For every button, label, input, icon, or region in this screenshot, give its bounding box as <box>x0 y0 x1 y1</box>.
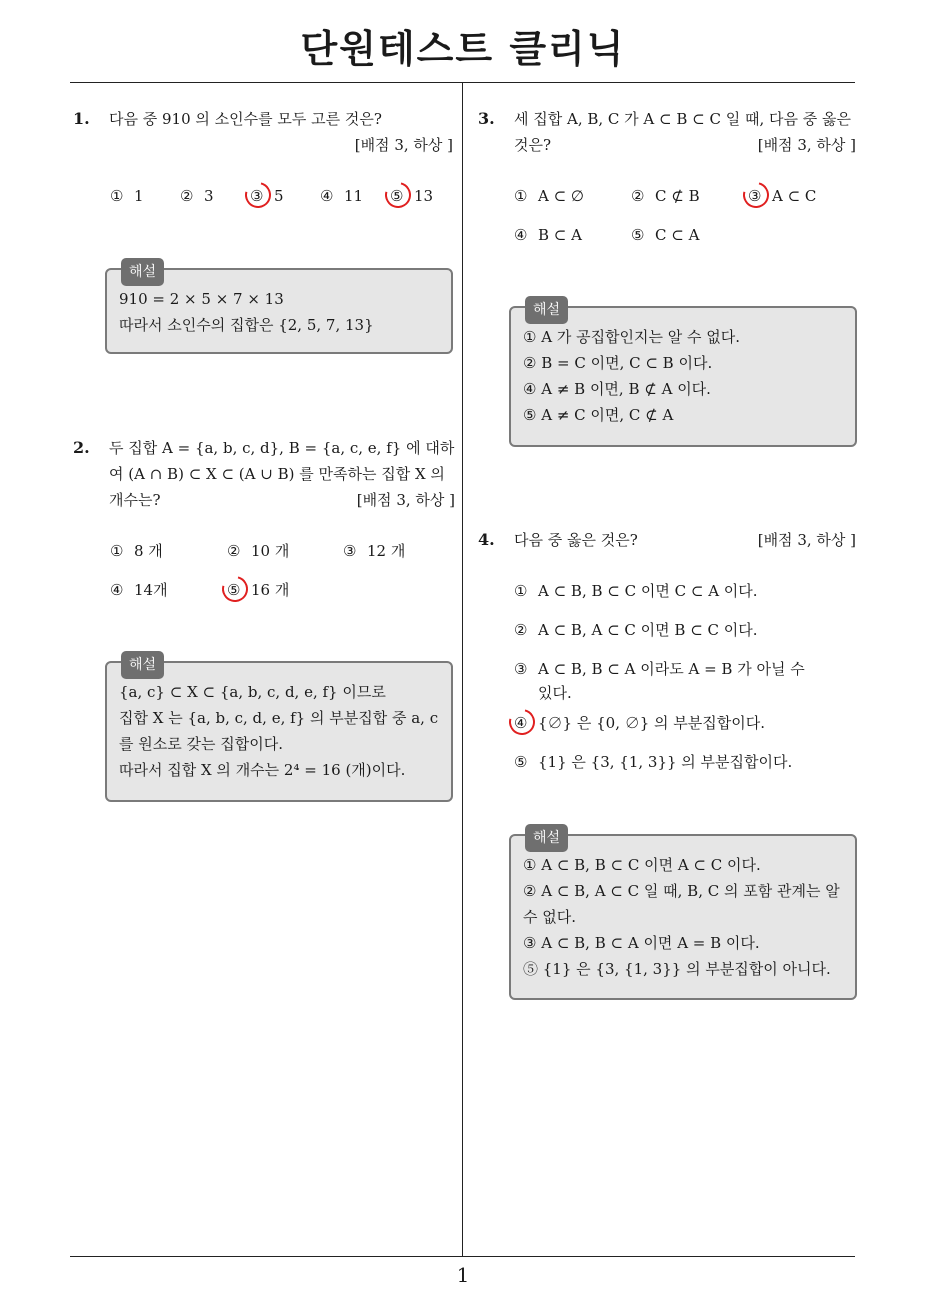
solution-box-2: 해설 {a, c} ⊂ X ⊂ {a, b, c, d, e, f} 이므로 집합 X 는 {a, b, c, d, e, f} 의 부분집합 중 a, c 를 원소로 갖는 집합이다. 따라서 집합 X 의 개수는 2⁴ = 16 (개)이다. <box>105 661 453 802</box>
solution-tag: 해설 <box>525 824 568 852</box>
question-number: 4. <box>478 530 495 549</box>
solution-tag: 해설 <box>525 296 568 324</box>
choice-2[interactable]: ② C ⊄ B <box>631 187 700 205</box>
column-divider <box>462 83 463 1257</box>
solution-box-1: 해설 910 = 2 × 5 × 7 × 13 따라서 소인수의 집합은 {2, 5, 7, 13} <box>105 268 453 354</box>
choice-1[interactable]: ① A ⊂ B, B ⊂ C 이면 C ⊂ A 이다. <box>514 582 758 600</box>
choice-2[interactable]: ② 10 개 <box>227 542 290 560</box>
question-number: 1. <box>73 109 90 128</box>
solution-box-3: 해설 ① A 가 공집합인지는 알 수 없다. ② B = C 이면, C ⊂ B 이다. ④ A ≠ B 이면, B ⊄ A 이다. ⑤ A ≠ C 이면, C ⊄ A <box>509 306 857 447</box>
choice-3[interactable]: ③ A ⊂ B, B ⊂ A 이라도 A = B 가 아닐 수 있다. <box>514 660 805 702</box>
question-meta: [배점 3, 하상 ] <box>354 136 453 154</box>
choice-4[interactable]: ④ B ⊂ A <box>514 226 582 244</box>
choice-3[interactable]: ③ A ⊂ C <box>748 187 817 205</box>
question-text: 두 집합 A = {a, b, c, d}, B = {a, c, e, f} 에 대하 여 (A ∩ B) ⊂ X ⊂ (A ∪ B) 를 만족하는 집합 X 의 개수는? <box>109 439 455 509</box>
footer-rule <box>70 1256 855 1257</box>
choice-5[interactable]: ⑤ {1} 은 {3, {1, 3}} 의 부분집합이다. <box>514 753 793 771</box>
question-text: 다음 중 910 의 소인수를 모두 고른 것은? <box>109 110 382 128</box>
question-2 <box>73 435 455 515</box>
choice-3[interactable]: ③ 12 개 <box>343 542 406 560</box>
question-1 <box>73 106 453 166</box>
answer-circle-mark <box>217 571 253 607</box>
solution-tag: 해설 <box>121 651 164 679</box>
choice-5[interactable]: ⑤ 16 개 <box>227 581 290 599</box>
solution-tag: 해설 <box>121 258 164 286</box>
answer-circle-mark <box>504 704 540 740</box>
choice-2[interactable]: ② A ⊂ B, A ⊂ C 이면 B ⊂ C 이다. <box>514 621 758 639</box>
answer-circle-mark <box>380 177 416 213</box>
question-meta: [배점 3, 하상 ] <box>757 531 856 549</box>
solution-box-4: 해설 ① A ⊂ B, B ⊂ C 이면 A ⊂ C 이다. ② A ⊂ B, A ⊂ C 일 때, B, C 의 포함 관계는 알 수 없다. ③ A ⊂ B, B ⊂ A 이면 A = B 이다. ⑤ {1} 은 {3, {1, 3}} 의 부분집합이 아니다. <box>509 834 857 1000</box>
question-4 <box>478 527 856 557</box>
question-text: 다음 중 옳은 것은? <box>514 531 638 549</box>
choice-4[interactable]: ④ {∅} 은 {0, ∅} 의 부분집합이다. <box>514 714 766 732</box>
question-text: 세 집합 A, B, C 가 A ⊂ B ⊂ C 일 때, 다음 중 옳은 것은? <box>514 110 852 154</box>
choice-4[interactable]: ④ 11 <box>320 187 364 205</box>
choice-1[interactable]: ① A ⊂ ∅ <box>514 187 585 205</box>
choice-2[interactable]: ② 3 <box>180 187 214 205</box>
choice-4[interactable]: ④ 14개 <box>110 581 168 599</box>
question-3 <box>478 106 856 166</box>
choice-1[interactable]: ① 8 개 <box>110 542 163 560</box>
page-title: 단원테스트 클리닉 <box>300 27 626 71</box>
choice-5[interactable]: ⑤ C ⊂ A <box>631 226 700 244</box>
question-meta: [배점 3, 하상 ] <box>356 491 455 509</box>
choice-1[interactable]: ① 1 <box>110 187 144 205</box>
answer-circle-mark <box>240 177 276 213</box>
question-meta: [배점 3, 하상 ] <box>757 136 856 154</box>
choice-5[interactable]: ⑤ 13 <box>390 187 434 205</box>
question-number: 3. <box>478 109 495 128</box>
answer-circle-mark <box>738 177 774 213</box>
page-number: 1 <box>456 1263 470 1287</box>
question-number: 2. <box>73 438 90 457</box>
choice-3[interactable]: ③ 5 <box>250 187 284 205</box>
